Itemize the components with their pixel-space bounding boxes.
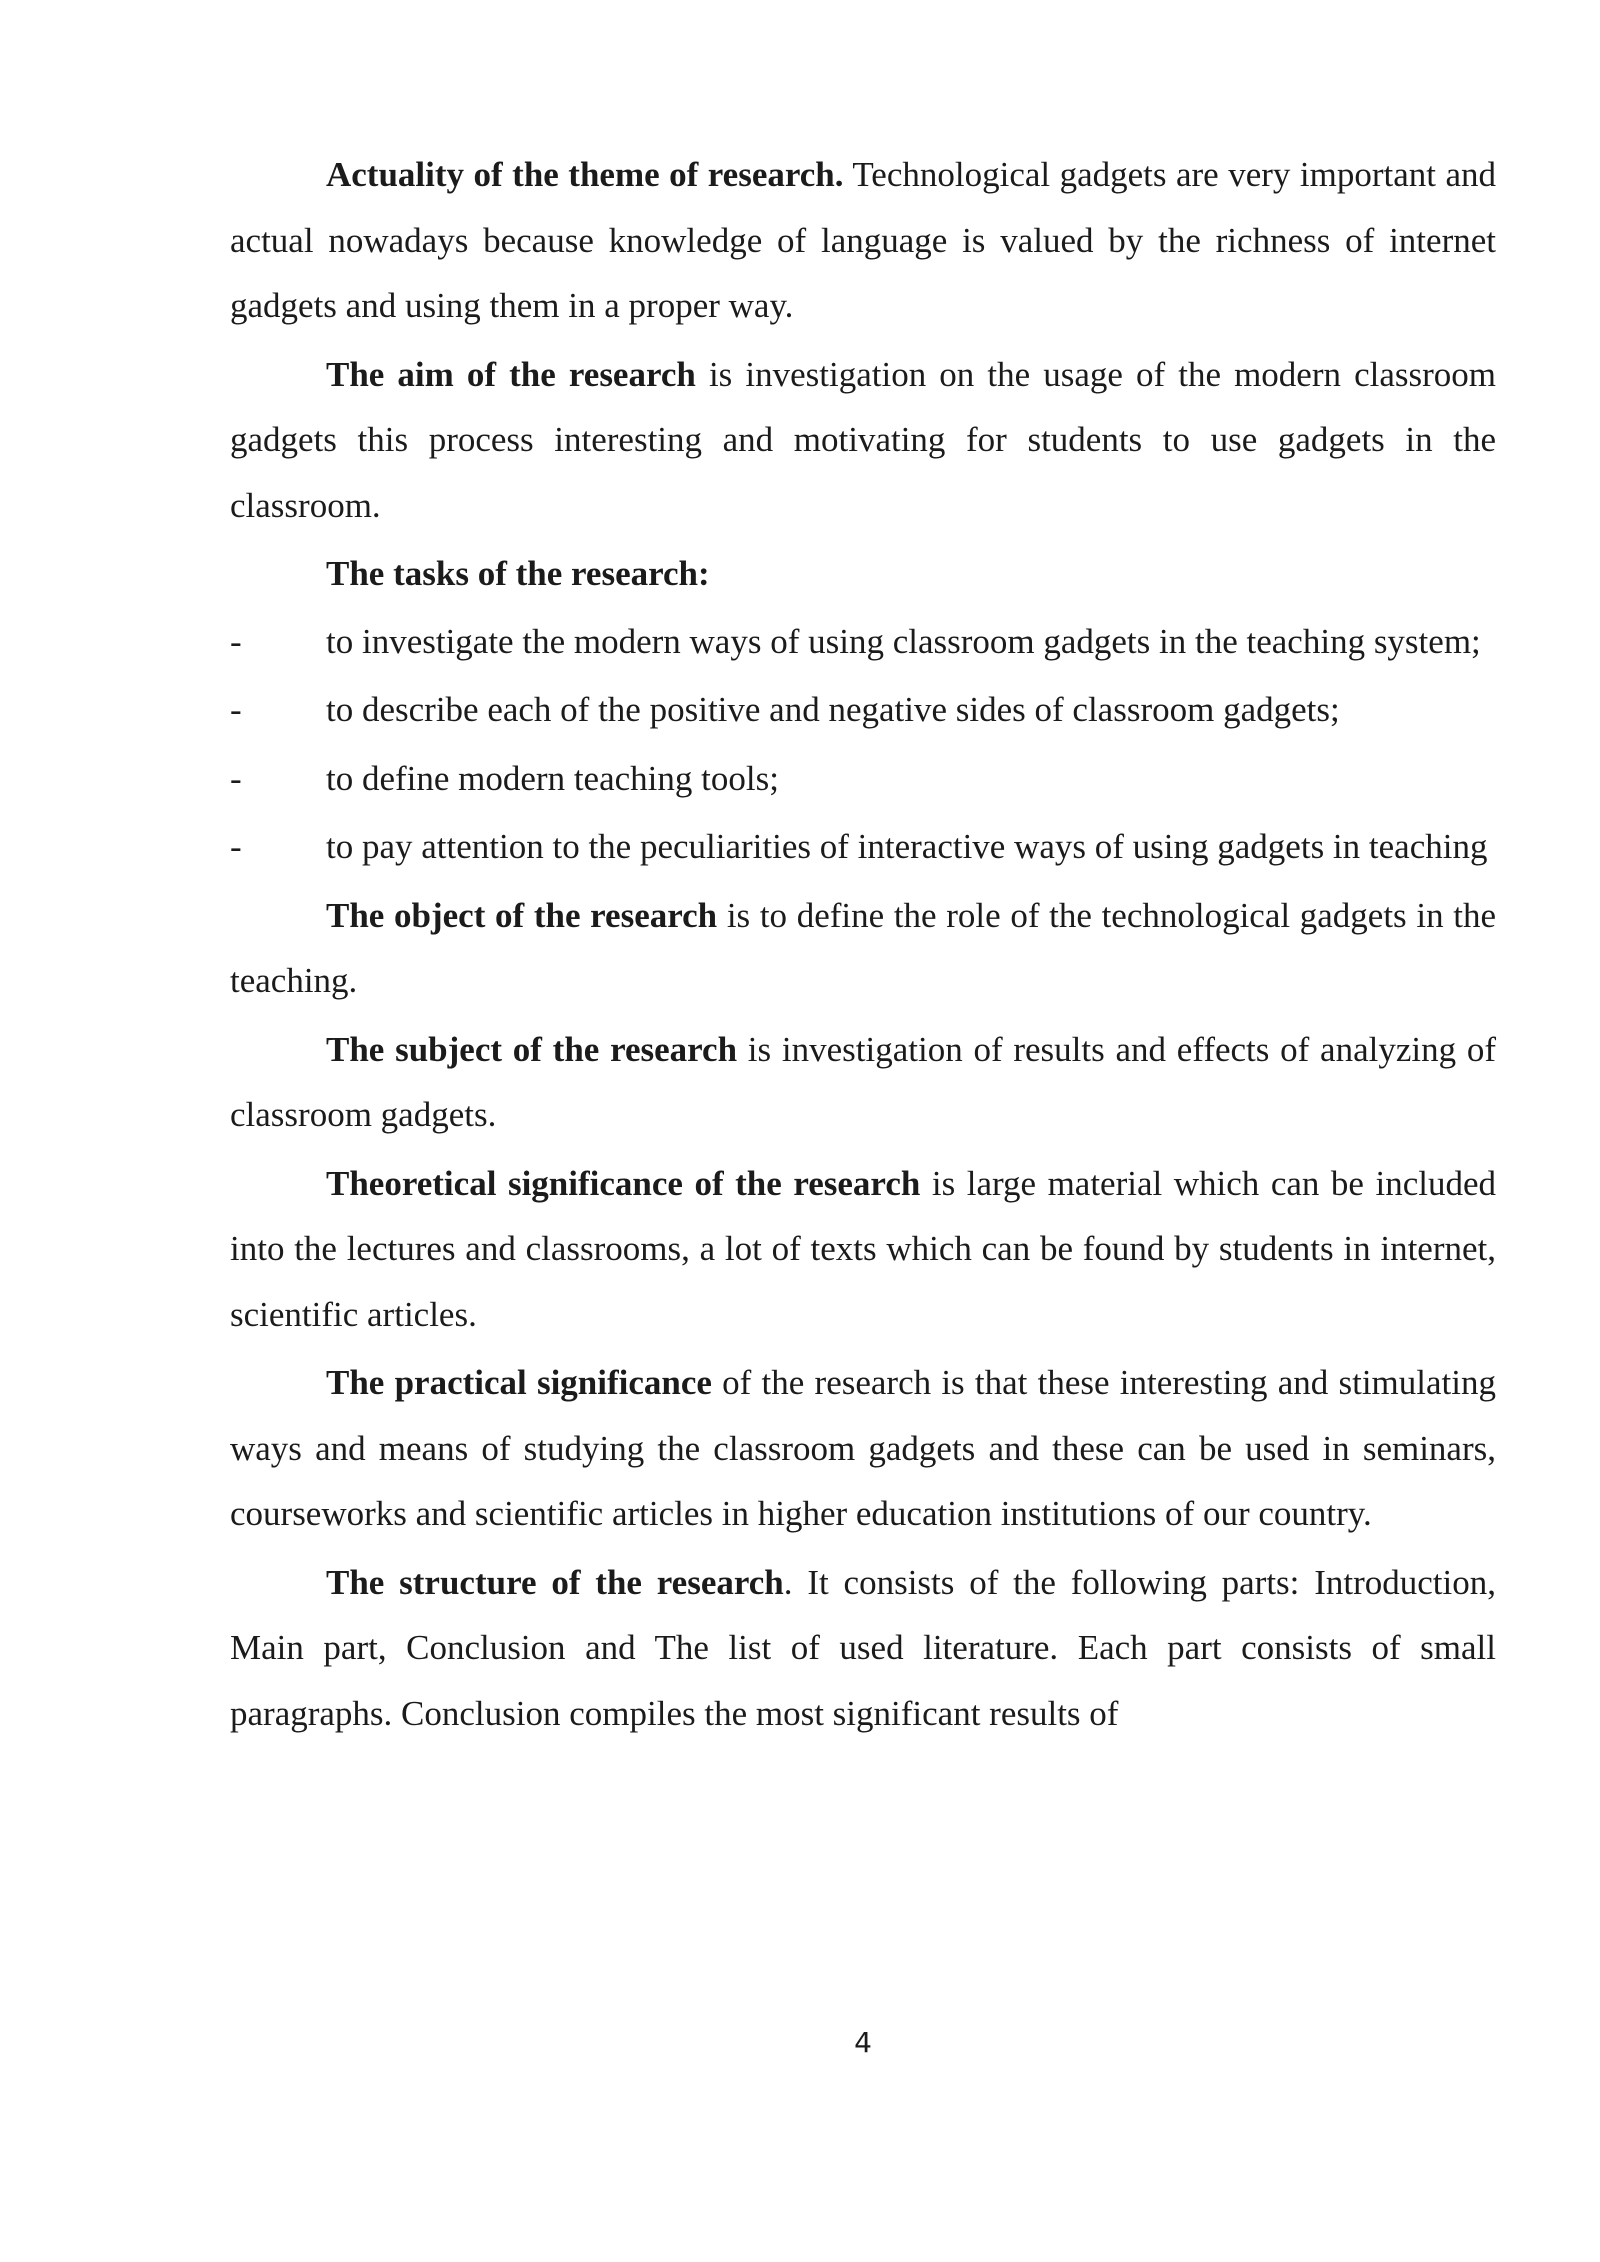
paragraph-theoretical-significance [230, 1151, 1496, 1348]
paragraph-practical-text: of the research is that these interesting and stimulating ways and means of studying the classroom gadgets and these can be used in seminars, courseworks and scientific articles in higher education institutions of our country. [230, 1363, 1496, 1533]
paragraph-subject [230, 1017, 1496, 1148]
task-item [230, 814, 1496, 880]
paragraph-aim [230, 342, 1496, 539]
paragraph-subject-heading: The subject of the research [326, 1029, 738, 1069]
paragraph-object-text: is to define the role of the technological gadgets in the teaching. [230, 895, 1496, 1000]
task-item [230, 746, 1496, 812]
paragraph-object [230, 883, 1496, 1014]
document-page [230, 142, 1496, 1749]
paragraph-theoretical-text: is large material which can be included into the lectures and classrooms, a lot of texts which can be found by students in internet, scientific articles. [230, 1163, 1496, 1334]
task-dash: - [230, 827, 242, 866]
task-dash: - [230, 758, 242, 798]
paragraph-structure [230, 1550, 1496, 1747]
task-item [230, 609, 1496, 675]
paragraph-structure-text: . It consists of the following parts: Introduction, Main part, Conclusion and The list of used literature. Each part consists of small paragraphs. Conclusion compiles the most significant results of [230, 1562, 1496, 1733]
paragraph-actuality-heading: Actuality of the theme of research. [326, 155, 844, 194]
paragraph-object-heading: The object of the research [326, 895, 718, 935]
paragraph-aim-text: is investigation on the usage of the modern classroom gadgets this process interesting and motivating for students to use gadgets in the classroom. [230, 354, 1496, 525]
paragraph-actuality [230, 142, 1496, 339]
paragraph-aim-heading: The aim of the research [326, 354, 696, 394]
paragraph-subject-text: is investigation of results and effects of analyzing of classroom gadgets. [230, 1029, 1496, 1134]
task-text: to investigate the modern ways of using classroom gadgets in the teaching system; [326, 621, 1481, 661]
paragraph-theoretical-heading: Theoretical significance of the research [326, 1163, 921, 1203]
paragraph-structure-heading: The structure of the research [326, 1562, 784, 1602]
page-number: 4 [854, 2026, 872, 2059]
task-dash: - [230, 621, 242, 661]
task-text: to describe each of the positive and negative sides of classroom gadgets; [326, 690, 1340, 729]
task-item [230, 677, 1496, 743]
task-dash: - [230, 690, 242, 729]
tasks-heading: The tasks of the research: [326, 554, 710, 593]
paragraph-practical-heading: The practical significance [326, 1363, 712, 1402]
paragraph-actuality-text: Technological gadgets are very important and actual nowadays because knowledge of language is valued by the richness of internet gadgets and using them in a proper way. [230, 155, 1496, 325]
task-text: to define modern teaching tools; [326, 758, 779, 798]
task-text: to pay attention to the peculiarities of interactive ways of using gadgets in teaching [326, 827, 1488, 866]
paragraph-practical-significance [230, 1350, 1496, 1547]
